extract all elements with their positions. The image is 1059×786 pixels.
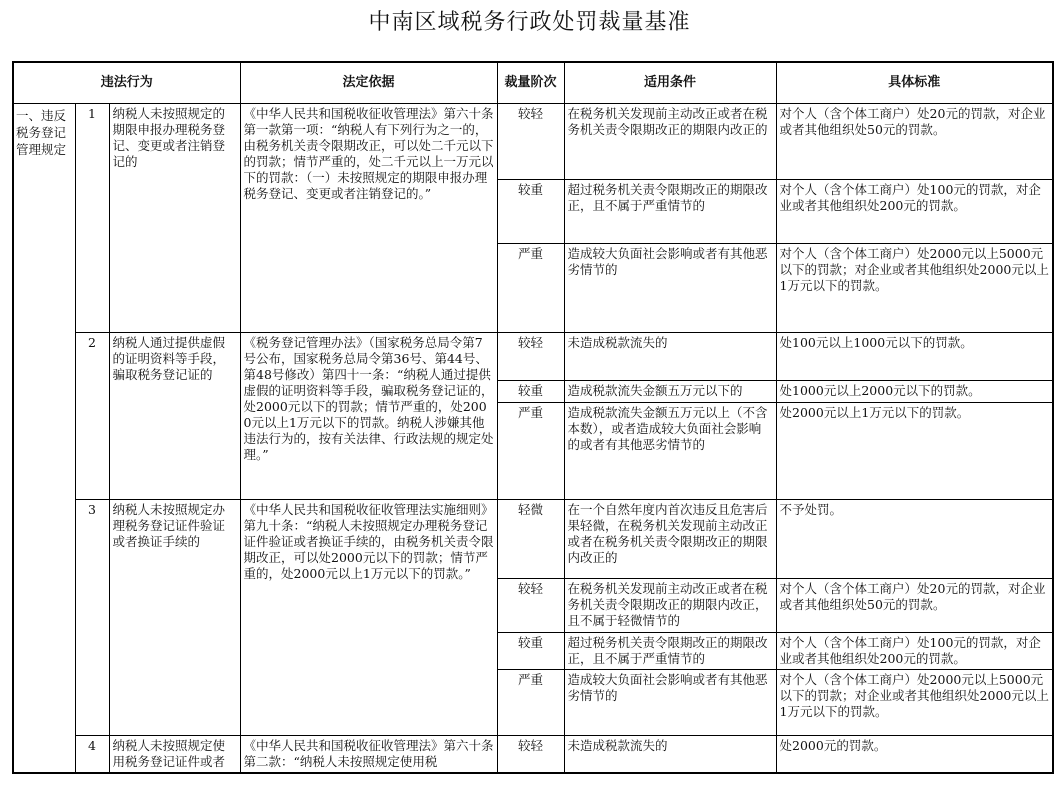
level-cell: 严重 xyxy=(497,244,564,333)
condition-cell: 造成较大负面社会影响或者有其他恶劣情节的 xyxy=(564,244,776,333)
standard-cell: 处2000元以上1万元以下的罚款。 xyxy=(776,403,1053,500)
item-behavior: 纳税人通过提供虚假的证明资料等手段，骗取税务登记证的 xyxy=(109,333,240,500)
header-row xyxy=(13,62,1053,104)
item-number: 2 xyxy=(75,333,109,500)
standard-cell: 对个人（含个体工商户）处100元的罚款，对企业或者其他组织处200元的罚款。 xyxy=(776,180,1053,244)
item-basis: 《税务登记管理办法》（国家税务总局令第7号公布，国家税务总局令第36号、第44号、第48号修改）第四十一条：“纳税人通过提供虚假的证明资料等手段，骗取税务登记证的，处2000元以下的罚款；情节严重的，处2000元以上1万元以下的罚款。纳税人涉嫌其他违法行为的，按有关法律、行政法规的规定处理。” xyxy=(240,333,497,500)
item-behavior: 纳税人未按照规定办理税务登记证件验证或者换证手续的 xyxy=(109,500,240,736)
level-cell: 较重 xyxy=(497,180,564,244)
level-cell: 较轻 xyxy=(497,736,564,774)
penalty-table xyxy=(12,61,1054,774)
standard-cell: 处100元以上1000元以下的罚款。 xyxy=(776,333,1053,381)
condition-cell: 超过税务机关责令限期改正的期限改正，且不属于严重情节的 xyxy=(564,633,776,670)
level-cell: 较轻 xyxy=(497,579,564,633)
header-condition: 适用条件 xyxy=(564,62,776,104)
header-behavior: 违法行为 xyxy=(13,62,240,104)
condition-cell: 在税务机关发现前主动改正或者在税务机关责令限期改正的期限内改正，且不属于轻微情节的 xyxy=(564,579,776,633)
condition-cell: 未造成税款流失的 xyxy=(564,333,776,381)
condition-cell: 在税务机关发现前主动改正或者在税务机关责令限期改正的期限内改正的 xyxy=(564,104,776,180)
standard-cell: 对个人（含个体工商户）处2000元以上5000元以下的罚款；对企业或者其他组织处2000元以上1万元以下的罚款。 xyxy=(776,670,1053,736)
standard-cell: 对个人（含个体工商户）处20元的罚款，对企业或者其他组织处50元的罚款。 xyxy=(776,104,1053,180)
header-level: 裁量阶次 xyxy=(497,62,564,104)
item-number: 4 xyxy=(75,736,109,774)
header-basis: 法定依据 xyxy=(240,62,497,104)
header-standard: 具体标准 xyxy=(776,62,1053,104)
table-row xyxy=(13,333,1053,381)
item-basis: 《中华人民共和国税收征收管理法实施细则》第九十条：“纳税人未按照规定办理税务登记证件验证或者换证手续的，由税务机关责令限期改正，可以处2000元以下的罚款；情节严重的，处2000元以上1万元以下的罚款。” xyxy=(240,500,497,736)
standard-cell: 处1000元以上2000元以下的罚款。 xyxy=(776,381,1053,403)
standard-cell: 不予处罚。 xyxy=(776,500,1053,579)
level-cell: 严重 xyxy=(497,403,564,500)
item-basis: 《中华人民共和国税收征收管理法》第六十条第一款第一项：“纳税人有下列行为之一的，由税务机关责令限期改正，可以处二千元以下的罚款；情节严重的，处二千元以上一万元以下的罚款：（一）未按照规定的期限申报办理税务登记、变更或者注销登记的。” xyxy=(240,104,497,333)
item-behavior: 纳税人未按照规定使用税务登记证件或者 xyxy=(109,736,240,774)
condition-cell: 在一个自然年度内首次违反且危害后果轻微，在税务机关发现前主动改正或者在税务机关责令限期改正的期限内改正的 xyxy=(564,500,776,579)
condition-cell: 造成税款流失金额五万元以上（不含本数），或者造成较大负面社会影响的或者有其他恶劣情节的 xyxy=(564,403,776,500)
item-number: 3 xyxy=(75,500,109,736)
level-cell: 较轻 xyxy=(497,104,564,180)
condition-cell: 未造成税款流失的 xyxy=(564,736,776,774)
condition-cell: 造成较大负面社会影响或者有其他恶劣情节的 xyxy=(564,670,776,736)
condition-cell: 超过税务机关责令限期改正的期限改正，且不属于严重情节的 xyxy=(564,180,776,244)
condition-cell: 造成税款流失金额五万元以下的 xyxy=(564,381,776,403)
level-cell: 严重 xyxy=(497,670,564,736)
standard-cell: 对个人（含个体工商户）处20元的罚款，对企业或者其他组织处50元的罚款。 xyxy=(776,579,1053,633)
page-title: 中南区域税务行政处罚裁量基准 xyxy=(368,10,691,35)
standard-cell: 对个人（含个体工商户）处2000元以上5000元以下的罚款；对企业或者其他组织处2000元以上1万元以下的罚款。 xyxy=(776,244,1053,333)
table-row xyxy=(13,104,1053,180)
standard-cell: 处2000元的罚款。 xyxy=(776,736,1053,774)
level-cell: 轻微 xyxy=(497,500,564,579)
level-cell: 较轻 xyxy=(497,333,564,381)
item-basis: 《中华人民共和国税收征收管理法》第六十条第二款：“纳税人未按照规定使用税 xyxy=(240,736,497,774)
item-number: 1 xyxy=(75,104,109,333)
level-cell: 较重 xyxy=(497,633,564,670)
table-row xyxy=(13,736,1053,774)
table-row xyxy=(13,500,1053,579)
category-cell: 一、违反税务登记管理规定 xyxy=(13,104,75,774)
standard-cell: 对个人（含个体工商户）处100元的罚款，对企业或者其他组织处200元的罚款。 xyxy=(776,633,1053,670)
level-cell: 较重 xyxy=(497,381,564,403)
item-behavior: 纳税人未按照规定的期限申报办理税务登记、变更或者注销登记的 xyxy=(109,104,240,333)
